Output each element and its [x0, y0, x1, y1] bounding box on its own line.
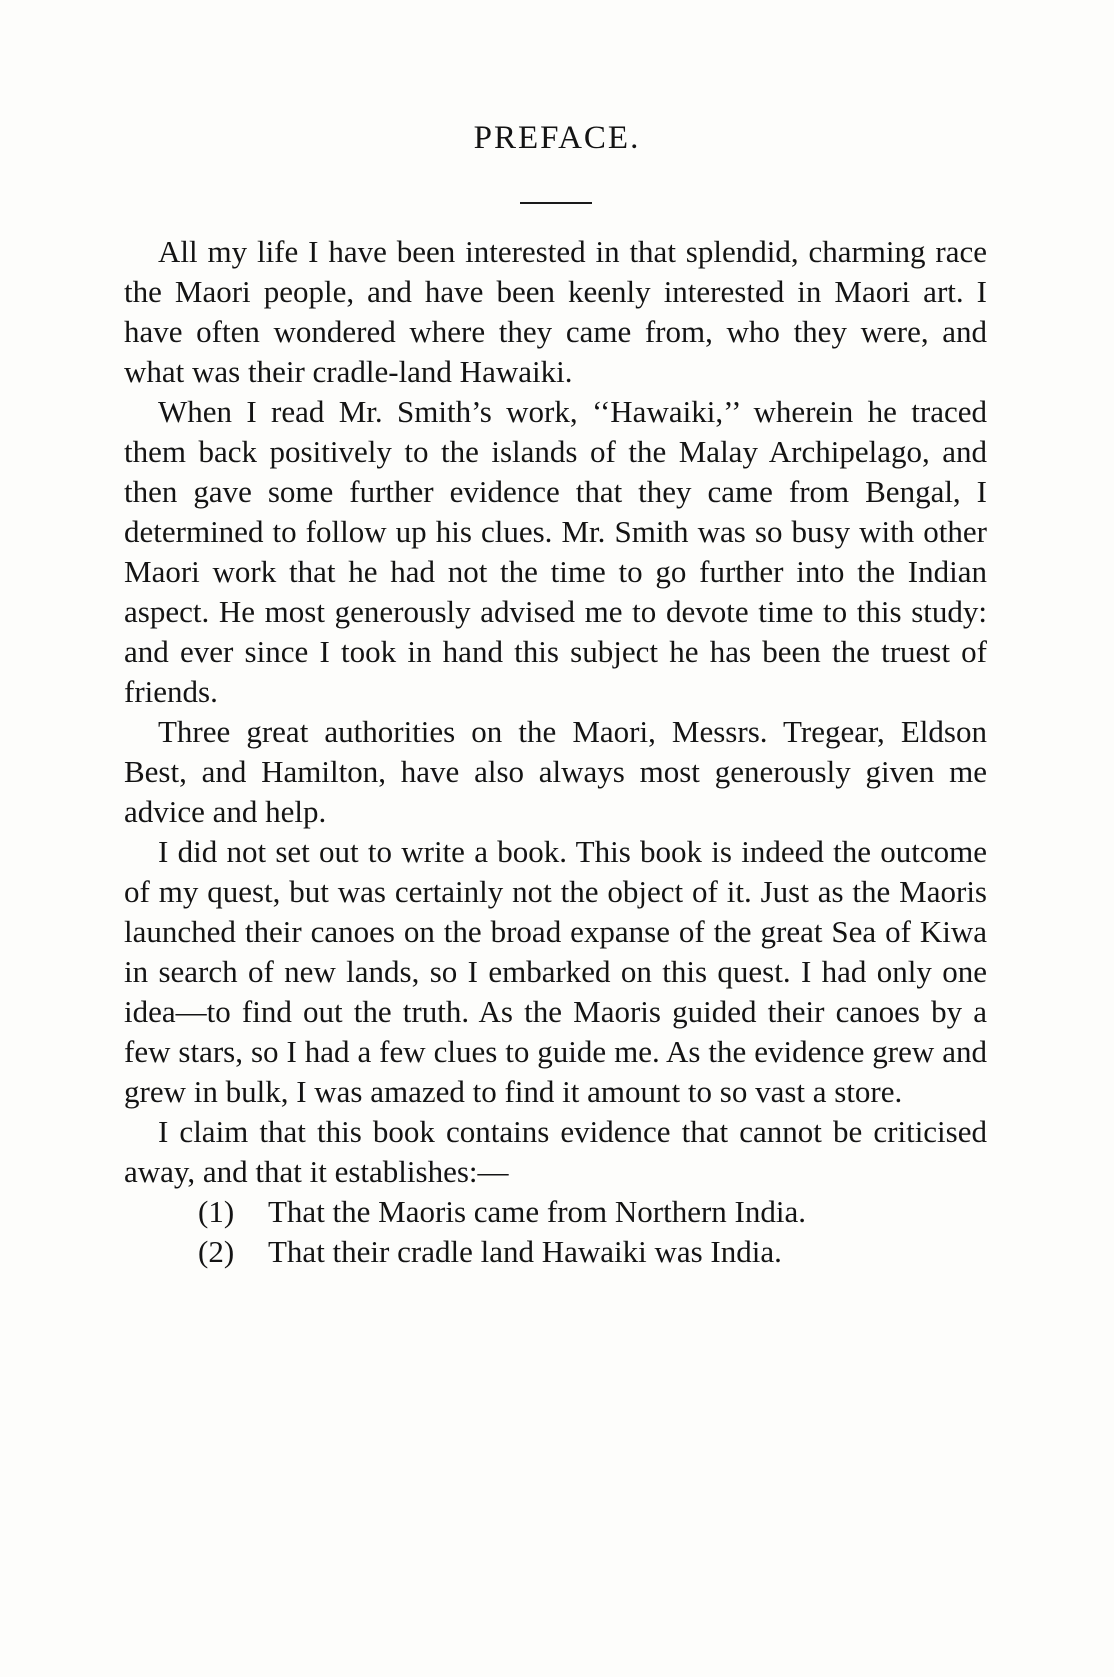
claim-text: That the Maoris came from Northern India. [268, 1194, 807, 1229]
claims-list [124, 1192, 987, 1272]
paragraph: I claim that this book contains evidence that cannot be criticised away, and that it establishes:— [124, 1114, 987, 1189]
claim-number: (2) [198, 1234, 235, 1269]
claim-text: That their cradle land Hawaiki was India. [268, 1234, 782, 1269]
list-item [124, 1232, 987, 1272]
title-divider [520, 202, 592, 204]
preface-body [124, 232, 987, 1272]
paragraph: When I read Mr. Smith’s work, ‘‘Hawaiki,’’ wherein he traced them back positively to the islands of the Malay Archipelago, and then gave some further evidence that they came from Bengal, I determined to follow up his clues. Mr. Smith was so busy with other Maori work that he had not the time to go further into the Indian aspect. He most generously advised me to devote time to this study: and ever since I took in hand this subject he has been the truest of friends. [124, 394, 987, 709]
list-item [124, 1192, 987, 1232]
claim-number: (1) [198, 1194, 235, 1229]
paragraph: I did not set out to write a book. This book is indeed the outcome of my quest, but was certainly not the object of it. Just as the Maoris launched their canoes on the broad expanse of the great Sea of Kiwa in search of new lands, so I embarked on this quest. I had only one idea—to find out the truth. As the Maoris guided their canoes by a few stars, so I had a few clues to guide me. As the evidence grew and grew in bulk, I was amazed to find it amount to so vast a store. [124, 834, 987, 1109]
page-title: PREFACE. [473, 120, 641, 156]
paragraph: Three great authorities on the Maori, Messrs. Tregear, Eldson Best, and Hamilton, have also always most generously given me advice and help. [124, 714, 987, 829]
paragraph: All my life I have been interested in that splendid, charming race the Maori people, and have been keenly interested in Maori art. I have often wondered where they came from, who they were, and what was their cradle-land Hawaiki. [124, 234, 987, 389]
